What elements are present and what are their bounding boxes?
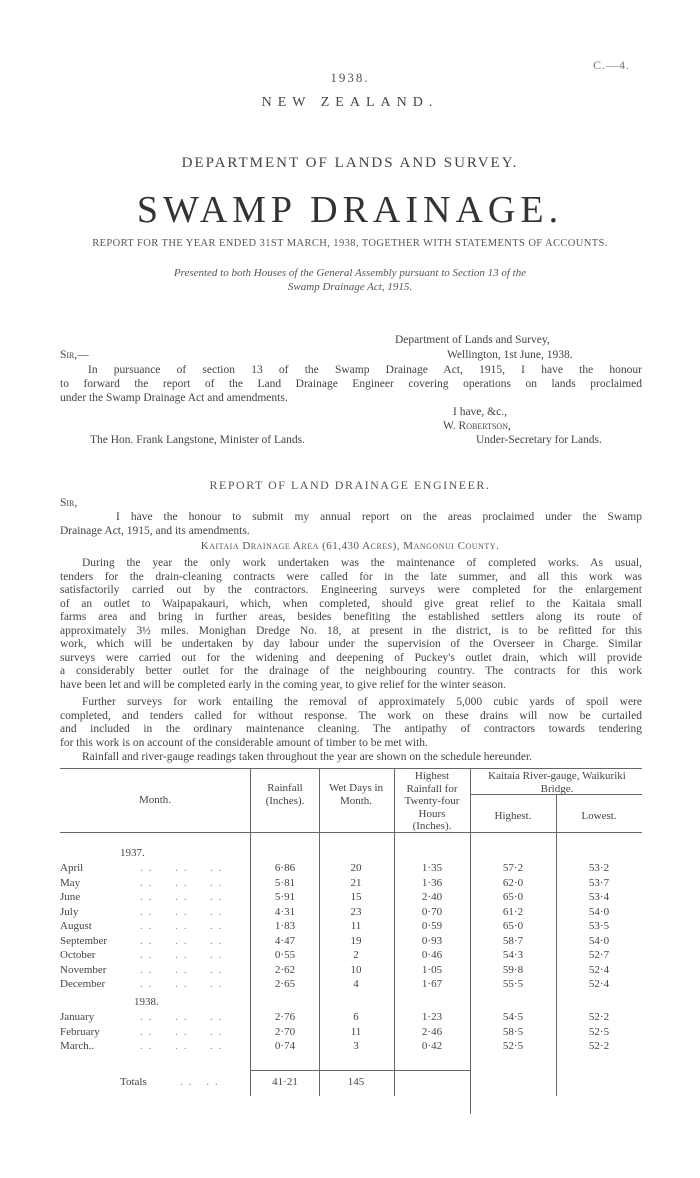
wet-days-cell: 10	[350, 963, 362, 976]
month-cell: July	[60, 905, 79, 918]
paragraph-2	[60, 696, 642, 750]
wet-days-cell: 6	[353, 1011, 359, 1023]
wet-days-cell: 15	[350, 891, 362, 903]
paragraph-1-line: approximately 3½ miles. Monighan Dredge No. 18, at present in the district, is to be refitted for this	[60, 624, 642, 637]
signatory-title: Under-Secretary for Lands.	[476, 434, 602, 446]
presented-line-2: Swamp Drainage Act, 1915.	[287, 281, 413, 293]
letter-signatory: W. Robertson,	[443, 420, 511, 432]
paragraph-1-line: tenders for the drain-cleaning contracts were called for in the late summer, and all this work was	[60, 570, 642, 583]
gauge-lowest-cell: 52·5	[588, 1025, 610, 1038]
highest-rainfall-cell: 0·46	[421, 949, 443, 961]
rainfall-cell: 1·83	[274, 920, 296, 932]
paragraph-1-line: of an outlet to Waipapakauri, which, when completed, should give great relief to the Kaitaia small	[60, 597, 642, 610]
wet-days-cell: 3	[353, 1040, 359, 1052]
header-wet-days: Wet Days in Month.	[328, 782, 384, 807]
paragraph-1-line: have been let and will be completed early in the coming year, to give relief for the winter season.	[60, 678, 506, 691]
document-year: 1938.	[330, 70, 370, 85]
gauge-lowest-cell: 52·2	[588, 1040, 610, 1052]
report-heading: REPORT OF LAND DRAINAGE ENGINEER.	[209, 478, 491, 492]
highest-rainfall-cell: 1·36	[421, 876, 443, 889]
gauge-highest-cell: 65·0	[502, 920, 524, 932]
rainfall-table	[60, 768, 642, 1114]
month-cell: August	[60, 920, 92, 932]
column-divider	[319, 768, 320, 1096]
header-month: Month.	[138, 794, 172, 806]
month-cell: January	[60, 1011, 95, 1023]
month-cell: December	[60, 978, 106, 990]
rainfall-cell: 2·76	[274, 1011, 296, 1023]
highest-rainfall-cell: 1·67	[421, 978, 443, 990]
wet-days-cell: 19	[350, 934, 362, 947]
gauge-highest-cell: 55·5	[502, 978, 524, 990]
highest-rainfall-cell: 0·59	[421, 920, 443, 932]
rainfall-cell: 5·81	[274, 876, 296, 889]
letter-salutation: Sir,—	[60, 349, 89, 361]
paragraph-2-line: and included in the ordinary maintenance cleaning. The antipathy of contractors towards tendering	[60, 723, 642, 735]
month-cell: March..	[60, 1040, 95, 1052]
leader-dots: .. .. ..	[140, 1011, 228, 1023]
gauge-lowest-cell: 53·7	[588, 876, 610, 889]
gauge-highest-cell: 62·0	[502, 876, 524, 889]
gauge-lowest-cell: 52·4	[588, 978, 610, 990]
rainfall-cell: 0·55	[274, 949, 296, 961]
report-intro-line-2: Drainage Act, 1915, and its amendments.	[60, 525, 250, 537]
gauge-highest-cell: 57·2	[502, 862, 524, 874]
header-gauge-highest: Highest.	[494, 810, 532, 822]
gauge-lowest-cell: 53·4	[588, 891, 610, 903]
leader-dots: .. .. ..	[140, 978, 228, 990]
totals-label: Totals	[120, 1076, 147, 1088]
leader-dots: .. .. ..	[140, 1040, 228, 1052]
letter-closing: I have, &c.,	[453, 406, 507, 418]
leader-dots: .. .. ..	[140, 920, 228, 932]
gauge-highest-cell: 58·7	[502, 934, 524, 947]
column-divider	[394, 768, 395, 1096]
header-highest-rainfall: Highest Rainfall for Twenty-four Hours (Inches).	[404, 770, 460, 832]
highest-rainfall-cell: 1·23	[421, 1011, 443, 1023]
gauge-highest-cell: 52·5	[502, 1040, 524, 1052]
letter-address-1: Department of Lands and Survey,	[395, 334, 550, 346]
presented-line-1: Presented to both Houses of the General Assembly pursuant to Section 13 of the	[173, 267, 527, 279]
wet-days-cell: 4	[353, 978, 359, 990]
gauge-highest-cell: 65·0	[502, 891, 524, 903]
presented-note	[0, 266, 700, 294]
leader-dots: .. .. ..	[140, 876, 228, 889]
rainfall-cell: 6·86	[274, 862, 296, 874]
rainfall-cell: 5·91	[274, 891, 296, 903]
paragraph-1-line: surveys were carried out for the widening and deepening of Puckey's outlet drain, which will provide	[60, 651, 642, 664]
report-subtitle: REPORT FOR THE YEAR ENDED 31ST MARCH, 1938, TOGETHER WITH STATEMENTS OF ACCOUNTS.	[92, 238, 608, 249]
wet-days-cell: 11	[350, 1025, 362, 1038]
rainfall-cell: 2·62	[274, 963, 296, 976]
month-cell: September	[60, 934, 108, 947]
header-gauge-lowest: Lowest.	[581, 810, 617, 822]
rainfall-cell: 4·47	[274, 934, 296, 947]
gauge-highest-cell: 61·2	[502, 905, 524, 918]
letter-line-2: to forward the report of the Land Drainage Engineer covering operations on lands proclaimed	[60, 378, 642, 390]
paragraph-1-line: a considerably better outlet for the drainage of the neighbouring country. The contracts for this work	[60, 665, 642, 677]
page-title: SWAMP DRAINAGE.	[136, 189, 564, 231]
report-intro-line-1: I have the honour to submit my annual report on the areas proclaimed under the Swamp	[116, 511, 642, 523]
page-reference: C.—4.	[592, 58, 630, 72]
paragraph-2-line: Further surveys for work entailing the removal of approximately 5,000 cubic yards of spoil were	[82, 696, 642, 708]
month-cell: February	[60, 1025, 100, 1038]
letter-addressee: The Hon. Frank Langstone, Minister of Lands.	[90, 434, 305, 446]
gauge-lowest-cell: 54·0	[588, 905, 610, 918]
rainfall-cell: 2·65	[274, 978, 296, 990]
paragraph-1-line: work, which will be undertaken by day labour under the supervision of the Overseer in Charge. Similar	[60, 638, 642, 650]
header-rule	[60, 832, 642, 833]
year-label-1938: 1938.	[134, 996, 159, 1008]
letter-line-1: In pursuance of section 13 of the Swamp Drainage Act, 1915, I have the honour	[88, 364, 642, 376]
country-heading: NEW ZEALAND.	[261, 95, 439, 110]
report-salutation: Sir,	[60, 497, 78, 509]
header-rainfall: Rainfall (Inches).	[265, 782, 305, 807]
wet-days-cell: 21	[350, 876, 362, 889]
highest-rainfall-cell: 1·35	[421, 862, 443, 874]
gauge-lowest-cell: 52·4	[588, 963, 610, 976]
totals-leader-dots: .. ..	[180, 1076, 224, 1088]
gauge-lowest-cell: 54·0	[588, 934, 610, 947]
paragraph-1	[60, 557, 642, 692]
leader-dots: .. .. ..	[140, 862, 228, 874]
highest-rainfall-cell: 0·93	[421, 934, 443, 947]
leader-dots: .. .. ..	[140, 949, 228, 961]
rainfall-cell: 4·31	[274, 905, 296, 918]
table-top-rule	[60, 768, 642, 769]
wet-days-cell: 2	[353, 949, 359, 961]
gauge-lowest-cell: 52·7	[588, 949, 610, 961]
gauge-lowest-cell: 52·2	[588, 1011, 610, 1023]
header-river-gauge: Kaitaia River-gauge, Waikuriki Bridge.	[488, 770, 626, 795]
gauge-lowest-cell: 53·2	[588, 862, 610, 874]
paragraph-2-line: for this work is on account of the considerable amount of timber to be met with.	[60, 736, 428, 749]
leader-dots: .. .. ..	[140, 1025, 228, 1038]
gauge-lowest-cell: 53·5	[588, 920, 610, 932]
month-cell: May	[60, 876, 81, 889]
leader-dots: .. .. ..	[140, 891, 228, 903]
wet-days-cell: 23	[350, 905, 362, 918]
highest-rainfall-cell: 0·42	[421, 1040, 443, 1052]
month-cell: June	[60, 891, 81, 903]
highest-rainfall-cell: 2·40	[421, 891, 443, 903]
wet-days-cell: 11	[350, 920, 362, 932]
highest-rainfall-cell: 1·05	[421, 963, 443, 976]
gauge-highest-cell: 58·5	[502, 1025, 524, 1038]
totals-rainfall: 41·21	[272, 1076, 298, 1088]
rainfall-cell: 0·74	[274, 1040, 296, 1052]
rainfall-cell: 2·70	[274, 1025, 296, 1038]
department-heading: DEPARTMENT OF LANDS AND SURVEY.	[181, 155, 519, 171]
year-label-1937: 1937.	[120, 847, 145, 859]
letter-line-3: under the Swamp Drainage Act and amendments.	[60, 392, 288, 404]
highest-rainfall-cell: 0·70	[421, 905, 443, 918]
paragraph-1-line: During the year the only work undertaken was the maintenance of completed works. As usual,	[82, 557, 642, 569]
column-divider	[250, 768, 251, 1096]
leader-dots: .. .. ..	[140, 905, 228, 918]
letter-address-2: Wellington, 1st June, 1938.	[447, 349, 573, 361]
gauge-highest-cell: 59·8	[502, 963, 524, 976]
leader-dots: .. .. ..	[140, 934, 228, 947]
wet-days-cell: 20	[350, 862, 362, 874]
column-divider	[556, 794, 557, 1096]
area-heading: Kaitaia Drainage Area (61,430 Acres), Mangonui County.	[200, 540, 500, 552]
leader-dots: .. .. ..	[140, 963, 228, 976]
paragraph-1-line: farms area and bring in further areas, besides benefiting the established settlers along its route of	[60, 611, 642, 623]
month-cell: April	[60, 862, 84, 874]
paragraph-1-line: satisfactorily carried out by the contractors. Engineering surveys were completed for the enlargement	[60, 584, 642, 596]
highest-rainfall-cell: 2·46	[421, 1025, 443, 1038]
gauge-highest-cell: 54·5	[502, 1011, 524, 1023]
month-cell: November	[60, 963, 107, 976]
totals-wet-days: 145	[347, 1076, 365, 1088]
paragraph-3: Rainfall and river-gauge readings taken throughout the year are shown on the schedule hereunder.	[82, 751, 533, 763]
month-cell: October	[60, 949, 96, 961]
paragraph-2-line: completed, and tenders called for without response. The work on these drains will now be curtailed	[60, 709, 642, 722]
gauge-highest-cell: 54·3	[502, 949, 524, 961]
totals-rule	[250, 1070, 470, 1071]
